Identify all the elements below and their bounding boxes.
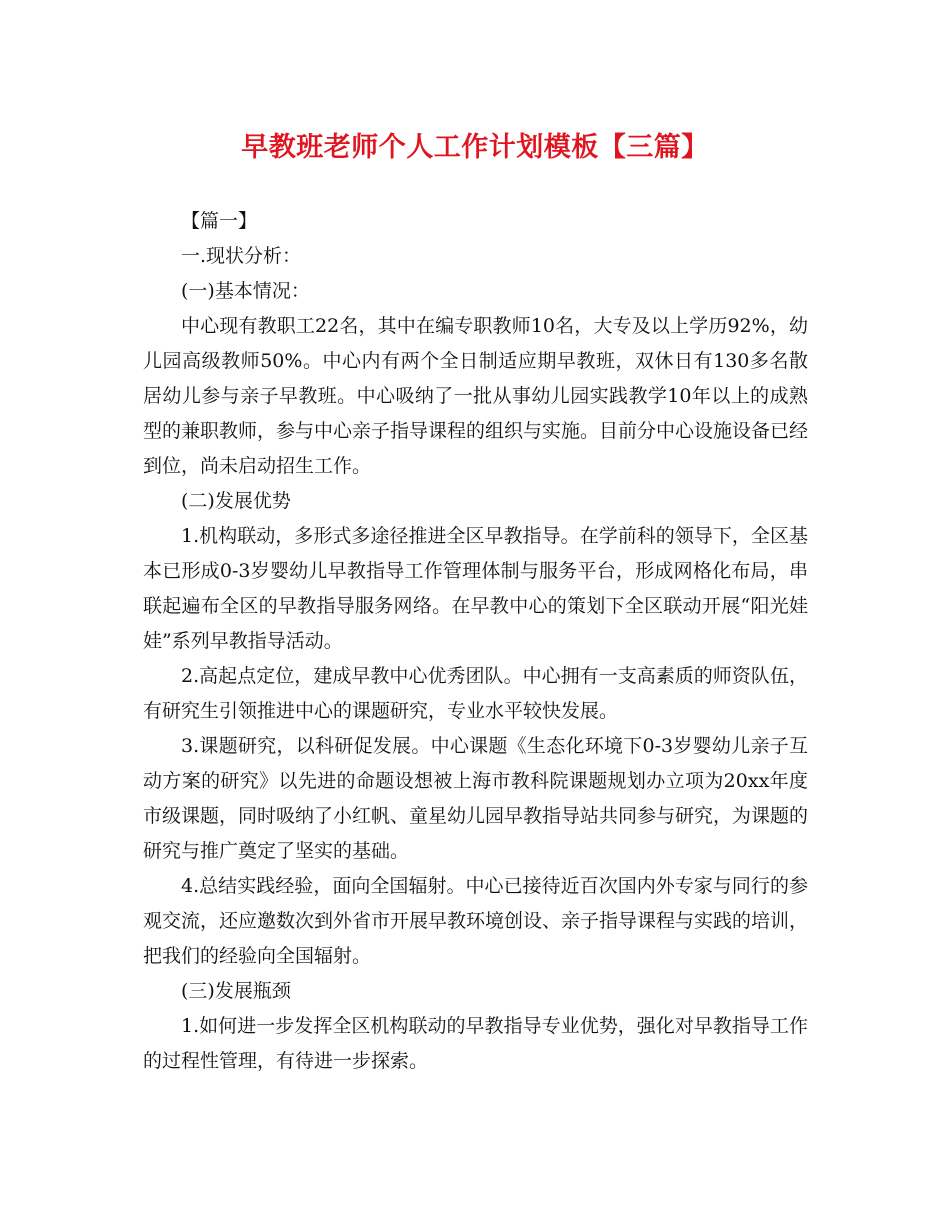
paragraph-advantage-1: 1.机构联动，多形式多途径推进全区早教指导。在学前科的领导下，全区基本已形成0-3岁婴幼儿早教指导工作管理体制与服务平台，形成网格化布局，串联起遍布全区的早教指导服务网络。在早教中心的策划下全区联动开展“阳光娃娃”系列早教指导活动。 bbox=[143, 525, 808, 652]
paragraph-basic-situation: 中心现有教职工22名，其中在编专职教师10名，大专及以上学历92%，幼儿园高级教师50%。中心内有两个全日制适应期早教班，双休日有130多名散居幼儿参与亲子早教班。中心吸纳了一批从事幼儿园实践教学10年以上的成熟型的兼职教师，参与中心亲子指导课程的组织与实施。目前分中心设施设备已经到位，尚未启动招生工作。 bbox=[143, 315, 809, 477]
subheading-advantages: (二)发展优势 bbox=[181, 490, 291, 512]
document-title: 早教班老师个人工作计划模板【三篇】 bbox=[241, 132, 709, 163]
document-body bbox=[143, 204, 808, 1079]
paragraph-bottleneck-1: 1.如何进一步发挥全区机构联动的早教指导专业优势，强化对早教指导工作的过程性管理，有待进一步探索。 bbox=[143, 1015, 808, 1072]
paragraph-advantage-3: 3.课题研究，以科研促发展。中心课题《生态化环境下0-3岁婴幼儿亲子互动方案的研究》以先进的命题设想被上海市教科院课题规划办立项为20xx年度市级课题，同时吸纳了小红帆、童星幼儿园早教指导站共同参与研究，为课题的研究与推广奠定了坚实的基础。 bbox=[143, 735, 809, 862]
subheading-basic-situation: (一)基本情况： bbox=[181, 280, 310, 302]
subheading-bottleneck: (三)发展瓶颈 bbox=[181, 980, 291, 1002]
paragraph-advantage-2: 2.高起点定位，建成早教中心优秀团队。中心拥有一支高素质的师资队伍，有研究生引领推进中心的课题研究，专业水平较快发展。 bbox=[143, 665, 808, 722]
section-heading-part-one: 【篇一】 bbox=[181, 210, 258, 232]
heading-status-analysis: 一.现状分析： bbox=[181, 245, 302, 267]
paragraph-advantage-4: 4.总结实践经验，面向全国辐射。中心已接待近百次国内外专家与同行的参观交流，还应邀数次到外省市开展早教环境创设、亲子指导课程与实践的培训，把我们的经验向全国辐射。 bbox=[143, 875, 809, 967]
